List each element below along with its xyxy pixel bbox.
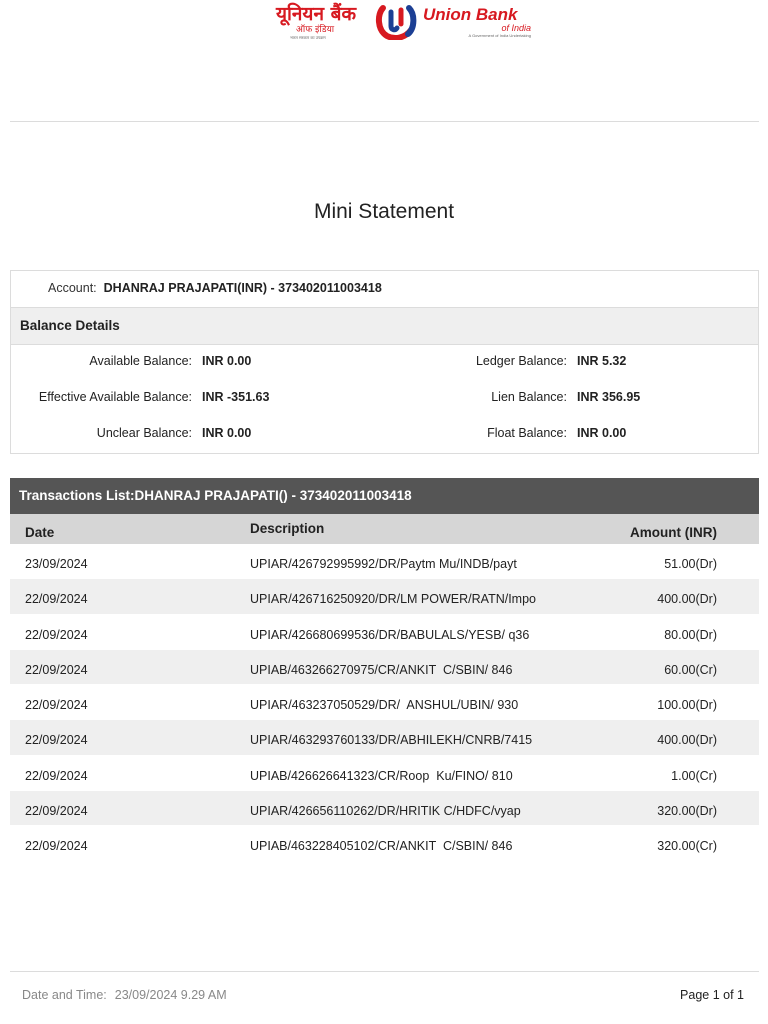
union-bank-logo-icon	[375, 4, 417, 40]
transactions-heading: Transactions List:DHANRAJ PRAJAPATI() - 373402011003418	[19, 488, 412, 503]
footer-divider	[10, 971, 759, 972]
unclear-balance-value: INR 0.00	[202, 426, 252, 440]
logo-english-name: Union Bank	[423, 5, 518, 24]
row-date: 22/09/2024	[25, 733, 88, 748]
page-title: Mini Statement	[313, 200, 455, 223]
balance-details-heading: Balance Details	[20, 318, 120, 333]
row-amount: 60.00(Cr)	[664, 662, 717, 677]
logo-hindi-name: यूनियन बैंक	[275, 3, 357, 25]
table-row	[10, 579, 759, 614]
logo-english-tagline: A Government of India Undertaking	[468, 33, 531, 38]
row-amount: 320.00(Dr)	[657, 804, 717, 819]
table-row	[10, 615, 759, 650]
account-balance-panel	[10, 270, 759, 454]
transactions-panel	[10, 478, 759, 862]
page-number: Page 1 of 1	[680, 988, 744, 1002]
column-description: Description	[250, 521, 325, 536]
account-value: DHANRAJ PRAJAPATI(INR) - 373402011003418	[103, 281, 382, 295]
table-row	[10, 791, 759, 826]
row-amount: 1.00(Cr)	[671, 768, 717, 783]
balance-row	[11, 426, 758, 446]
available-balance-label: Available Balance:	[89, 354, 192, 368]
row-description: UPIAB/463228405102/CR/ANKIT C/SBIN/ 846	[250, 839, 513, 854]
ledger-balance-value: INR 5.32	[577, 354, 627, 368]
float-balance-value: INR 0.00	[577, 426, 627, 440]
logo-hindi-tagline: भारत सरकार का उपक्रम	[290, 35, 326, 40]
transactions-list	[10, 544, 759, 862]
effective-available-balance-label: Effective Available Balance:	[38, 390, 192, 404]
logo-english-sub: of India	[501, 23, 531, 33]
row-date: 22/09/2024	[25, 804, 88, 819]
row-description: UPIAR/426656110262/DR/HRITIK C/HDFC/vyap	[250, 804, 521, 819]
header-divider	[10, 121, 759, 122]
logo-english-text	[423, 5, 543, 39]
row-date: 22/09/2024	[25, 627, 88, 642]
row-amount: 80.00(Dr)	[664, 627, 717, 642]
account-label: Account:	[48, 281, 97, 295]
row-date: 23/09/2024	[25, 557, 88, 571]
row-description: UPIAR/463293760133/DR/ABHILEKH/CNRB/7415	[250, 733, 533, 748]
row-date: 22/09/2024	[25, 592, 88, 607]
unclear-balance-label: Unclear Balance:	[96, 426, 192, 440]
effective-available-balance-value: INR -351.63	[202, 390, 270, 404]
row-description: UPIAR/426792995992/DR/Paytm Mu/INDB/payt	[250, 557, 517, 571]
float-balance-label: Float Balance:	[487, 426, 567, 440]
date-time-value: 23/09/2024 9.29 AM	[114, 988, 227, 1002]
table-row	[10, 650, 759, 685]
bank-logo	[0, 2, 768, 48]
footer-date-time	[22, 988, 227, 1002]
row-description: UPIAR/463237050529/DR/ ANSHUL/UBIN/ 930	[250, 698, 519, 713]
column-amount: Amount (INR)	[630, 525, 717, 540]
table-row	[10, 685, 759, 720]
table-row	[10, 544, 759, 579]
row-date: 22/09/2024	[25, 768, 88, 783]
row-amount: 400.00(Dr)	[657, 592, 717, 607]
lien-balance-value: INR 356.95	[577, 390, 641, 404]
table-row	[10, 720, 759, 755]
date-time-label: Date and Time:	[22, 988, 107, 1002]
table-row	[10, 756, 759, 791]
row-amount: 320.00(Cr)	[657, 839, 717, 854]
table-row	[10, 826, 759, 861]
account-line	[48, 281, 382, 295]
row-date: 22/09/2024	[25, 839, 88, 854]
row-description: UPIAR/426716250920/DR/LM POWER/RATN/Impo	[250, 592, 536, 607]
row-amount: 51.00(Dr)	[664, 557, 717, 571]
balance-details-header	[11, 307, 758, 345]
row-amount: 400.00(Dr)	[657, 733, 717, 748]
available-balance-value: INR 0.00	[202, 354, 252, 368]
row-amount: 100.00(Dr)	[657, 698, 717, 713]
row-description: UPIAB/426626641323/CR/Roop Ku/FINO/ 810	[250, 768, 513, 783]
row-description: UPIAB/463266270975/CR/ANKIT C/SBIN/ 846	[250, 662, 513, 677]
logo-hindi-sub: ऑफ इंडिया	[296, 25, 335, 35]
transactions-column-header	[10, 514, 759, 544]
logo-hindi-text	[260, 2, 372, 41]
row-description: UPIAR/426680699536/DR/BABULALS/YESB/ q36	[250, 627, 530, 642]
column-date: Date	[25, 525, 55, 540]
ledger-balance-label: Ledger Balance:	[475, 354, 567, 368]
row-date: 22/09/2024	[25, 662, 88, 677]
transactions-header	[10, 478, 759, 514]
lien-balance-label: Lien Balance:	[491, 390, 567, 404]
balance-row	[11, 354, 758, 374]
row-date: 22/09/2024	[25, 698, 88, 713]
balance-row	[11, 390, 758, 410]
